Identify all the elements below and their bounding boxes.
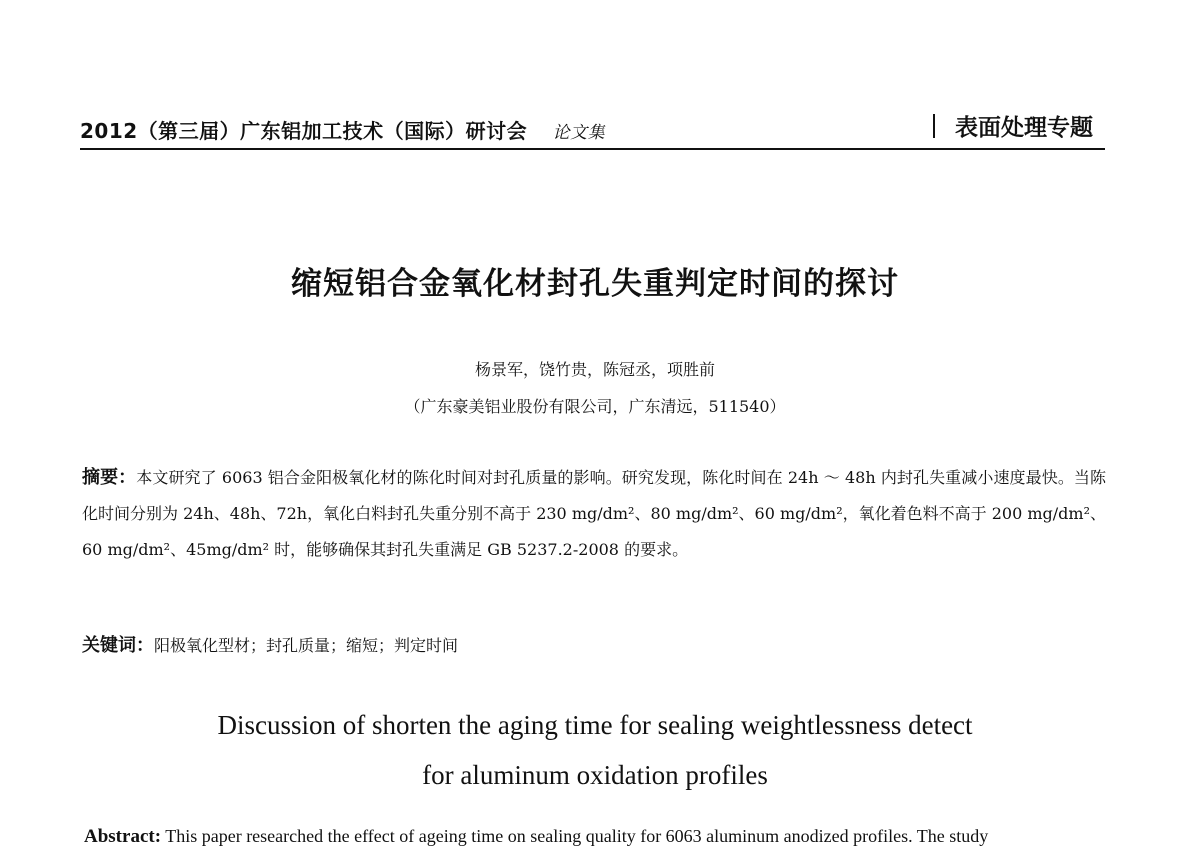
conference-name: 2012（第三届）广东铝加工技术（国际）研讨会 <box>80 119 528 143</box>
conference-title <box>80 115 605 144</box>
affiliation: （广东豪美铝业股份有限公司，广东清远，511540） <box>404 397 786 416</box>
abstract-en <box>84 826 1114 848</box>
title-en-line-1: Discussion of shorten the aging time for sealing weightlessness detect <box>217 710 973 740</box>
authors: 杨景军，饶竹贵，陈冠丞，项胜前 <box>474 360 715 379</box>
abstract-cn <box>82 460 1106 568</box>
abstract-en-text: This paper researched the effect of ageing time on sealing quality for 6063 aluminum anodized profiles. The study <box>165 826 989 846</box>
abstract-cn-text: 本文研究了 6063 铝合金阳极氧化材的陈化时间对封孔质量的影响。研究发现，陈化时间在 24h ～ 48h 内封孔失重减小速度最快。当陈化时间分别为 24h、48h、72h，氧化白料封孔失重分别不高于 230 mg/dm²、80 mg/dm²、60 mg/dm²，氧化着色料不高于 200 mg/dm²、60 mg/dm²、45mg/dm² 时，能够确保其封孔失重满足 GB 5237.2-2008 的要求。 <box>82 468 1106 559</box>
paper-title-en <box>0 700 1190 800</box>
paper-title-cn: 缩短铝合金氧化材封孔失重判定时间的探讨 <box>291 266 899 302</box>
abstract-en-label: Abstract: <box>84 826 162 847</box>
collection-label: 论文集 <box>552 123 606 143</box>
keywords-text: 阳极氧化型材；封孔质量；缩短；判定时间 <box>154 636 459 655</box>
page-header <box>80 100 1105 150</box>
section-name: 表面处理专题 <box>955 115 1093 141</box>
keywords <box>82 632 1106 660</box>
abstract-cn-label: 摘要： <box>82 467 137 488</box>
section-label <box>933 109 1093 142</box>
section-divider <box>933 114 935 138</box>
title-en-line-2: for aluminum oxidation profiles <box>422 760 768 790</box>
keywords-label: 关键词： <box>82 635 154 656</box>
